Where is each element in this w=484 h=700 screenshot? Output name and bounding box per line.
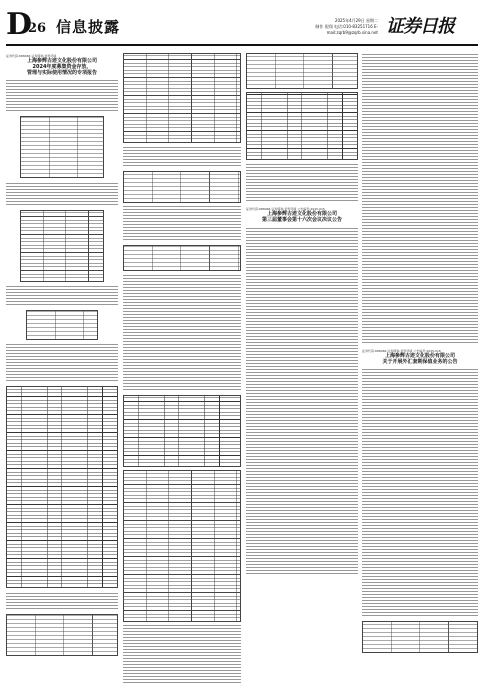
data-table	[26, 310, 98, 340]
text-block	[6, 285, 118, 307]
data-table	[123, 245, 241, 271]
header-info	[268, 18, 378, 36]
data-table	[20, 116, 104, 178]
article-heading	[6, 54, 118, 76]
data-table	[20, 210, 104, 282]
company-name: 上海参辉古迹文化股份有限公司	[266, 211, 337, 217]
page-letter: D	[6, 7, 33, 42]
text-block	[123, 146, 241, 168]
masthead-rule	[6, 44, 478, 46]
text-block	[123, 274, 241, 392]
data-table	[246, 92, 358, 160]
stock-code: 证券代码:688466 证券简称:金科环境 公告编号:2025-015	[246, 207, 325, 211]
article-heading	[362, 349, 478, 365]
text-block	[6, 181, 118, 207]
masthead	[0, 0, 484, 46]
data-table	[123, 470, 241, 622]
column-1	[6, 50, 118, 694]
company-name: 上海参辉古迹文化股份有限公司	[26, 58, 97, 64]
stock-code: 证券代码:688466 证券简称:金科环境	[6, 54, 57, 58]
page-number: 26	[28, 21, 47, 36]
data-table	[6, 386, 118, 588]
data-table	[362, 621, 478, 653]
article-title-line2: 管理与实际使用情况的专项报告	[26, 70, 97, 76]
data-table	[123, 395, 241, 467]
text-block	[6, 79, 118, 113]
company-name: 上海参辉古迹文化股份有限公司	[384, 353, 455, 359]
column-4	[362, 50, 478, 694]
text-block	[246, 226, 358, 576]
column-3	[246, 50, 358, 694]
text-block	[6, 591, 118, 611]
text-block	[123, 206, 241, 242]
text-block	[246, 163, 358, 203]
contact-line: 制作 倪翔 电话:010-83251716 E-mail:zqrb9@zqrb.sina.net	[315, 24, 378, 35]
data-table	[6, 614, 118, 656]
text-block	[123, 625, 241, 685]
date-line: 2025年4月29日 星期二	[334, 18, 378, 23]
stock-code: 证券代码:688466 证券简称:金科环境 公告编号:2025-016	[362, 349, 441, 353]
section-title: 信息披露	[56, 18, 121, 36]
text-block	[6, 343, 118, 383]
data-table	[246, 53, 358, 89]
article-title: 2024年度募集资金存放、	[32, 64, 92, 70]
data-table	[123, 53, 241, 143]
text-block	[362, 53, 478, 345]
article-title: 第三届董事会第十六次会议决议公告	[261, 217, 342, 223]
article-title: 关于开展外汇套期保值业务的公告	[382, 359, 458, 365]
text-block	[362, 368, 478, 618]
data-table	[123, 171, 241, 203]
column-2	[123, 50, 241, 694]
article-heading	[246, 207, 358, 223]
paper-logo: 证券日报	[386, 16, 454, 37]
